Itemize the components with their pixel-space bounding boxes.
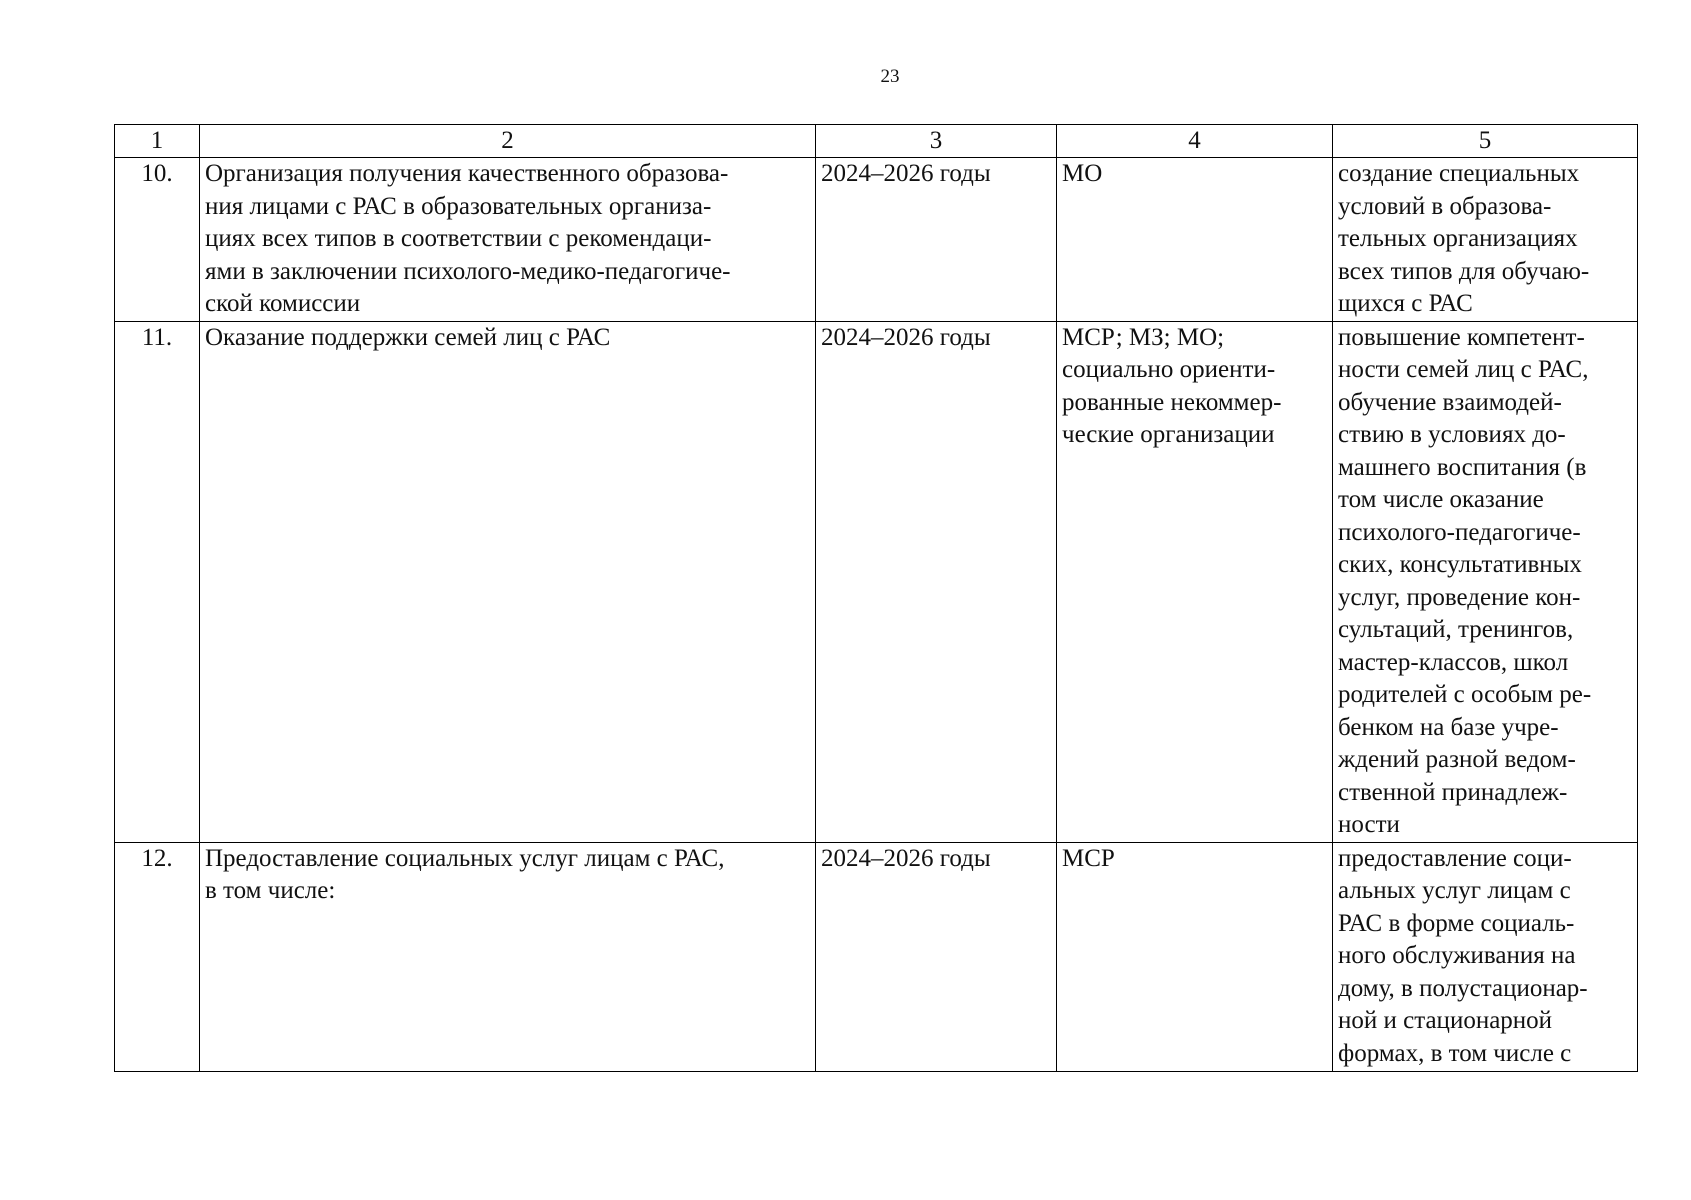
cell-line: ских, консультативных — [1338, 551, 1582, 578]
cell-line: ческие организации — [1062, 421, 1275, 448]
header-cell: 5 — [1333, 125, 1638, 158]
measure-cell — [200, 842, 816, 1071]
cell-line: 2024–2026 годы — [821, 160, 991, 187]
cell-line: всех типов для обучаю- — [1338, 257, 1590, 285]
cell-line: машнего воспитания (в — [1338, 453, 1587, 481]
cell-line: предоставление соци- — [1338, 844, 1572, 872]
cell-line: формах, в том числе с — [1338, 1039, 1572, 1067]
cell-line: том числе оказание — [1338, 486, 1544, 513]
cell-line: создание специальных — [1338, 160, 1580, 187]
cell-line: дому, в полустационар- — [1338, 974, 1588, 1002]
cell-line: условий в образова- — [1338, 192, 1552, 220]
cell-line: ности семей лиц с РАС, — [1338, 356, 1589, 383]
cell-line: ствию в условиях до- — [1338, 421, 1566, 448]
cell-line: альных услуг лицам с — [1338, 877, 1571, 904]
measures-table — [114, 124, 1638, 1072]
measure-cell — [200, 158, 816, 322]
cell-line: ской комиссии — [205, 290, 361, 317]
measure-cell — [200, 321, 816, 842]
cell-line: ями в заключении психолого-медико-педагогиче- — [205, 257, 731, 285]
cell-line: бенком на базе учре- — [1338, 713, 1559, 741]
executor-cell — [1057, 321, 1333, 842]
cell-line: МСР — [1062, 844, 1115, 872]
cell-line: 2024–2026 годы — [821, 323, 991, 351]
executor-cell — [1057, 158, 1333, 322]
row-number: 12. — [115, 842, 200, 1071]
cell-line: РАС в форме социаль- — [1338, 909, 1575, 937]
cell-line: повышение компетент- — [1338, 323, 1585, 351]
result-cell — [1333, 321, 1638, 842]
cell-line: 2024–2026 годы — [821, 844, 991, 872]
cell-line: рованные некоммер- — [1062, 388, 1282, 416]
result-cell — [1333, 842, 1638, 1071]
table-header-row — [115, 125, 1638, 158]
cell-line: мастер-классов, школ — [1338, 648, 1569, 676]
header-cell: 3 — [816, 125, 1057, 158]
cell-line: услуг, проведение кон- — [1338, 583, 1581, 611]
cell-line: МСР; МЗ; МО; — [1062, 323, 1225, 351]
table-row — [115, 158, 1638, 322]
cell-line: в том числе: — [205, 877, 336, 904]
cell-line: Организация получения качественного образова- — [205, 160, 729, 187]
row-number: 10. — [115, 158, 200, 322]
cell-line: ственной принадлеж- — [1338, 778, 1568, 806]
cell-line: Предоставление социальных услуг лицам с РАС, — [205, 844, 725, 872]
period-cell — [816, 158, 1057, 322]
executor-cell — [1057, 842, 1333, 1071]
cell-line: ной и стационарной — [1338, 1007, 1553, 1034]
cell-line: ного обслуживания на — [1338, 942, 1576, 969]
cell-line: социально ориенти- — [1062, 356, 1276, 383]
cell-line: обучение взаимодей- — [1338, 388, 1562, 416]
result-cell — [1333, 158, 1638, 322]
row-number: 11. — [115, 321, 200, 842]
period-cell — [816, 321, 1057, 842]
cell-line: родителей с особым ре- — [1338, 681, 1592, 708]
cell-line: ния лицами с РАС в образовательных организа- — [205, 192, 712, 220]
cell-line: сультаций, тренингов, — [1338, 616, 1574, 643]
cell-line: МО — [1062, 160, 1103, 187]
page-number: 23 — [880, 66, 900, 87]
cell-line: Оказание поддержки семей лиц с РАС — [205, 323, 611, 351]
table-row — [115, 842, 1638, 1071]
period-cell — [816, 842, 1057, 1071]
cell-line: психолого-педагогиче- — [1338, 518, 1581, 546]
cell-line: циях всех типов в соответствии с рекомендаци- — [205, 225, 712, 252]
header-cell: 1 — [115, 125, 200, 158]
header-cell: 4 — [1057, 125, 1333, 158]
header-cell: 2 — [200, 125, 816, 158]
table-row — [115, 321, 1638, 842]
cell-line: щихся с РАС — [1338, 290, 1473, 317]
cell-line: ждений разной ведом- — [1338, 746, 1576, 773]
cell-line: ности — [1338, 811, 1400, 838]
cell-line: тельных организациях — [1338, 225, 1578, 252]
